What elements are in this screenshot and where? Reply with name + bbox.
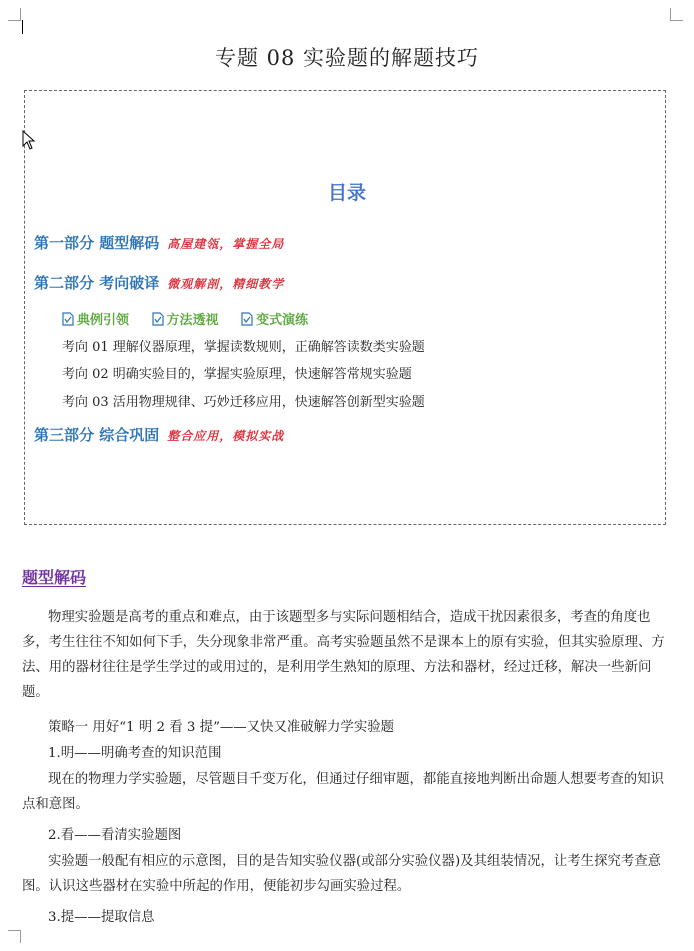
text-cursor — [22, 20, 23, 34]
step-3-heading: 3.提——提取信息 — [48, 910, 155, 925]
toc-part-1[interactable] — [34, 232, 284, 253]
page-corner-mark — [8, 8, 21, 21]
document-icon — [62, 312, 74, 326]
toc-link-examples[interactable]: 典例引领 — [62, 313, 134, 328]
section-heading: 题型解码 — [22, 568, 87, 587]
step-2-paragraph: 实验题一般配有相应的示意图，目的是告知实验仪器(或部分实验仪器)及其组装情况，让考生探究考查意图。认识这些器材在实验中所起的作用，便能初步勾画实验过程。 — [22, 854, 662, 894]
toc-link-exercises[interactable]: 变式演练 — [241, 313, 308, 328]
page-corner-mark — [8, 930, 21, 943]
step-1-heading: 1.明——明确考查的知识范围 — [48, 746, 222, 761]
toc-part-slogan: 微观解剖，精细教学 — [167, 277, 285, 291]
document-title: 专题 08 实验题的解题技巧 — [214, 46, 480, 70]
document-icon — [152, 312, 164, 326]
toc-part-3[interactable] — [34, 424, 284, 445]
strategy-heading: 策略一 用好“1 明 2 看 3 提”——又快又准破解力学实验题 — [48, 720, 394, 735]
toc-item-2[interactable]: 考向 02 明确实验目的，掌握实验原理，快速解答常规实验题 — [62, 367, 412, 382]
toc-item-3[interactable]: 考向 03 活用物理规律、巧妙迁移应用，快速解答创新型实验题 — [62, 395, 425, 410]
step-1-paragraph: 现在的物理力学实验题，尽管题目千变万化，但通过仔细审题，都能直接地判断出命题人想要考查的知识点和意图。 — [22, 772, 664, 812]
step-2-heading: 2.看——看清实验题图 — [48, 828, 182, 843]
toc-part-label: 第三部分 综合巩固 — [34, 426, 160, 444]
intro-paragraph: 物理实验题是高考的重点和难点，由于该题型多与实际问题相结合，造成干扰因素很多，考查的角度也多，考生往往不知如何下手，失分现象非常严重。高考实验题虽然不是课本上的原有实验，但其实验原理、方法、用的器材往往是学生学过的或用过的，是利用学生熟知的原理、方法和器材，经过迁移，解决一些新问题。 — [22, 610, 665, 700]
document-icon — [241, 312, 253, 326]
toc-part-slogan: 整合应用，模拟实战 — [167, 429, 285, 443]
page-corner-mark — [670, 8, 683, 21]
toc-item-1[interactable]: 考向 01 理解仪器原理，掌握读数规则，正确解答读数类实验题 — [62, 340, 425, 355]
toc-part-label: 第二部分 考向破译 — [34, 274, 160, 292]
toc-sub-links — [62, 309, 326, 328]
toc-link-methods[interactable]: 方法透视 — [152, 313, 224, 328]
toc-part-label: 第一部分 题型解码 — [34, 234, 160, 252]
toc-part-slogan: 高屋建瓴，掌握全局 — [167, 237, 285, 251]
toc-heading: 目录 — [327, 182, 366, 204]
mouse-pointer-icon — [22, 130, 36, 150]
toc-part-2[interactable] — [34, 272, 284, 293]
toc-frame — [24, 90, 666, 525]
